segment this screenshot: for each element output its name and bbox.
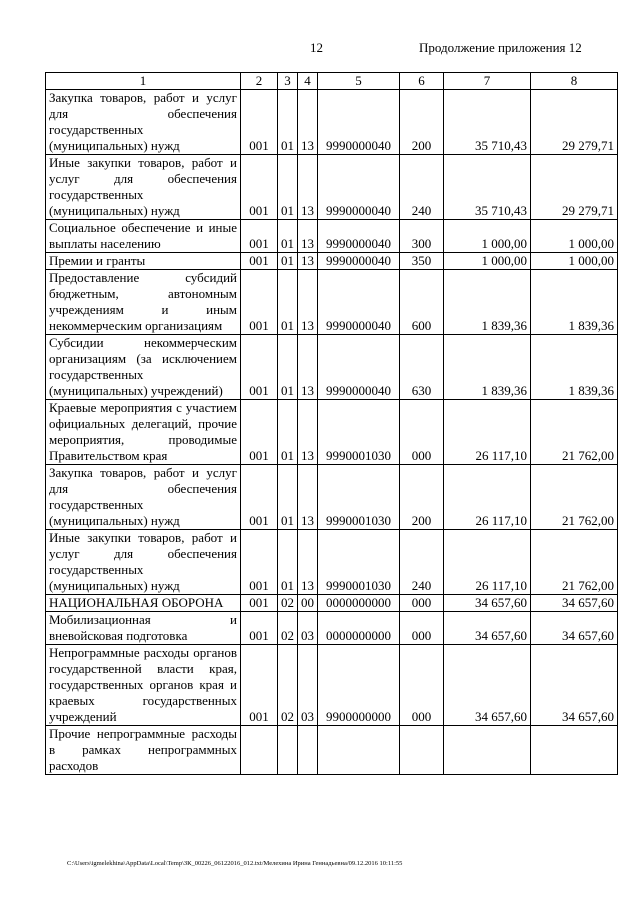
row-value-cell: 01 bbox=[278, 530, 298, 595]
row-value-cell: 9990000040 bbox=[318, 90, 400, 155]
row-value-cell: 001 bbox=[241, 612, 278, 645]
row-value-cell: 34 657,60 bbox=[531, 595, 618, 612]
row-value-cell: 26 117,10 bbox=[444, 530, 531, 595]
row-value-cell: 0000000000 bbox=[318, 595, 400, 612]
row-value-cell: 21 762,00 bbox=[531, 400, 618, 465]
column-header: 1 bbox=[46, 73, 241, 90]
row-value-cell: 9900000000 bbox=[318, 645, 400, 726]
row-name-cell: Предоставление субсидий бюджетным, автономным учреждениям и иным некоммерческим организациям bbox=[46, 270, 241, 335]
row-value-cell: 13 bbox=[298, 530, 318, 595]
row-name-cell: Иные закупки товаров, работ и услуг для обеспечения государственных (муниципальных) нужд bbox=[46, 155, 241, 220]
row-value-cell: 0000000000 bbox=[318, 612, 400, 645]
row-value-cell bbox=[531, 726, 618, 775]
row-value-cell bbox=[298, 726, 318, 775]
row-value-cell: 34 657,60 bbox=[444, 595, 531, 612]
table-row bbox=[46, 253, 618, 270]
row-name-cell: Социальное обеспечение и иные выплаты населению bbox=[46, 220, 241, 253]
row-value-cell: 1 839,36 bbox=[444, 270, 531, 335]
row-value-cell bbox=[241, 726, 278, 775]
row-name-cell: Иные закупки товаров, работ и услуг для обеспечения государственных (муниципальных) нужд bbox=[46, 530, 241, 595]
row-value-cell: 1 839,36 bbox=[444, 335, 531, 400]
column-header: 8 bbox=[531, 73, 618, 90]
row-value-cell: 001 bbox=[241, 90, 278, 155]
row-value-cell: 03 bbox=[298, 612, 318, 645]
row-value-cell: 9990000040 bbox=[318, 335, 400, 400]
row-name-cell: Субсидии некоммерческим организациям (за исключением государственных (муниципальных) учреждений) bbox=[46, 335, 241, 400]
row-value-cell: 13 bbox=[298, 270, 318, 335]
page-number: 12 bbox=[310, 40, 323, 55]
column-header: 7 bbox=[444, 73, 531, 90]
table-row bbox=[46, 270, 618, 335]
row-value-cell: 1 000,00 bbox=[531, 253, 618, 270]
row-value-cell: 29 279,71 bbox=[531, 155, 618, 220]
row-value-cell: 000 bbox=[400, 400, 444, 465]
row-value-cell: 001 bbox=[241, 155, 278, 220]
row-value-cell: 001 bbox=[241, 220, 278, 253]
row-value-cell: 29 279,71 bbox=[531, 90, 618, 155]
row-value-cell: 13 bbox=[298, 253, 318, 270]
row-value-cell: 34 657,60 bbox=[444, 612, 531, 645]
row-value-cell: 26 117,10 bbox=[444, 400, 531, 465]
row-value-cell: 9990001030 bbox=[318, 465, 400, 530]
row-value-cell: 1 839,36 bbox=[531, 270, 618, 335]
column-header: 4 bbox=[298, 73, 318, 90]
row-value-cell: 600 bbox=[400, 270, 444, 335]
row-value-cell: 01 bbox=[278, 270, 298, 335]
budget-table bbox=[45, 72, 618, 775]
row-value-cell: 001 bbox=[241, 595, 278, 612]
row-name-cell: Прочие непрограммные расходы в рамках непрограммных расходов bbox=[46, 726, 241, 775]
row-name-cell: Мобилизационная и вневойсковая подготовка bbox=[46, 612, 241, 645]
row-value-cell: 01 bbox=[278, 155, 298, 220]
row-value-cell: 00 bbox=[298, 595, 318, 612]
column-header: 2 bbox=[241, 73, 278, 90]
table-row bbox=[46, 530, 618, 595]
row-value-cell bbox=[400, 726, 444, 775]
table-row bbox=[46, 612, 618, 645]
row-value-cell: 300 bbox=[400, 220, 444, 253]
table-row bbox=[46, 220, 618, 253]
row-value-cell: 350 bbox=[400, 253, 444, 270]
row-value-cell: 13 bbox=[298, 220, 318, 253]
column-header: 3 bbox=[278, 73, 298, 90]
row-value-cell: 21 762,00 bbox=[531, 465, 618, 530]
row-name-cell: Закупка товаров, работ и услуг для обеспечения государственных (муниципальных) нужд bbox=[46, 465, 241, 530]
row-value-cell: 35 710,43 bbox=[444, 90, 531, 155]
table-row bbox=[46, 400, 618, 465]
row-value-cell: 200 bbox=[400, 465, 444, 530]
table-row bbox=[46, 595, 618, 612]
continuation-title: Продолжение приложения 12 bbox=[419, 40, 582, 55]
row-value-cell: 34 657,60 bbox=[531, 645, 618, 726]
row-value-cell: 34 657,60 bbox=[444, 645, 531, 726]
row-value-cell: 001 bbox=[241, 270, 278, 335]
table-row bbox=[46, 155, 618, 220]
row-value-cell: 9990000040 bbox=[318, 155, 400, 220]
row-value-cell: 35 710,43 bbox=[444, 155, 531, 220]
row-value-cell: 01 bbox=[278, 253, 298, 270]
row-value-cell: 21 762,00 bbox=[531, 530, 618, 595]
row-name-cell: Непрограммные расходы органов государственной власти края, государственных органов края и краевых государственных учреждений bbox=[46, 645, 241, 726]
row-value-cell: 02 bbox=[278, 595, 298, 612]
row-value-cell bbox=[318, 726, 400, 775]
row-value-cell: 13 bbox=[298, 335, 318, 400]
file-path-footer: C:\Users\igmelekhina\AppData\Local\Temp\ЗК_00226_06122016_012.txt/Мелехина Ирина Геннадьевна/09.12.2016 10:11:55 bbox=[67, 860, 403, 867]
row-value-cell: 000 bbox=[400, 595, 444, 612]
table-row bbox=[46, 726, 618, 775]
row-value-cell: 13 bbox=[298, 90, 318, 155]
row-value-cell: 000 bbox=[400, 612, 444, 645]
row-value-cell bbox=[278, 726, 298, 775]
row-name-cell: НАЦИОНАЛЬНАЯ ОБОРОНА bbox=[46, 595, 241, 612]
row-name-cell: Краевые мероприятия с участием официальных делегаций, прочие мероприятия, проводимые Правительством края bbox=[46, 400, 241, 465]
row-value-cell: 200 bbox=[400, 90, 444, 155]
row-value-cell: 01 bbox=[278, 400, 298, 465]
table-row bbox=[46, 645, 618, 726]
row-value-cell: 001 bbox=[241, 465, 278, 530]
row-name-cell: Закупка товаров, работ и услуг для обеспечения государственных (муниципальных) нужд bbox=[46, 90, 241, 155]
row-value-cell: 34 657,60 bbox=[531, 612, 618, 645]
row-value-cell: 13 bbox=[298, 155, 318, 220]
row-value-cell: 630 bbox=[400, 335, 444, 400]
table-row bbox=[46, 90, 618, 155]
row-value-cell: 01 bbox=[278, 465, 298, 530]
row-value-cell: 001 bbox=[241, 253, 278, 270]
row-value-cell: 02 bbox=[278, 645, 298, 726]
row-value-cell: 02 bbox=[278, 612, 298, 645]
table-row bbox=[46, 335, 618, 400]
row-value-cell: 001 bbox=[241, 335, 278, 400]
row-value-cell: 240 bbox=[400, 155, 444, 220]
row-value-cell: 01 bbox=[278, 90, 298, 155]
row-value-cell: 9990000040 bbox=[318, 270, 400, 335]
row-value-cell: 001 bbox=[241, 645, 278, 726]
row-value-cell: 01 bbox=[278, 335, 298, 400]
column-header: 6 bbox=[400, 73, 444, 90]
row-value-cell: 001 bbox=[241, 400, 278, 465]
row-value-cell: 13 bbox=[298, 400, 318, 465]
table-row bbox=[46, 465, 618, 530]
row-value-cell: 000 bbox=[400, 645, 444, 726]
row-value-cell: 240 bbox=[400, 530, 444, 595]
row-value-cell: 9990001030 bbox=[318, 530, 400, 595]
row-name-cell: Премии и гранты bbox=[46, 253, 241, 270]
row-value-cell bbox=[444, 726, 531, 775]
row-value-cell: 001 bbox=[241, 530, 278, 595]
row-value-cell: 01 bbox=[278, 220, 298, 253]
row-value-cell: 26 117,10 bbox=[444, 465, 531, 530]
row-value-cell: 13 bbox=[298, 465, 318, 530]
row-value-cell: 1 000,00 bbox=[444, 220, 531, 253]
header-row bbox=[46, 73, 618, 90]
row-value-cell: 9990000040 bbox=[318, 220, 400, 253]
row-value-cell: 9990001030 bbox=[318, 400, 400, 465]
column-header: 5 bbox=[318, 73, 400, 90]
row-value-cell: 9990000040 bbox=[318, 253, 400, 270]
row-value-cell: 1 000,00 bbox=[531, 220, 618, 253]
row-value-cell: 1 000,00 bbox=[444, 253, 531, 270]
row-value-cell: 1 839,36 bbox=[531, 335, 618, 400]
row-value-cell: 03 bbox=[298, 645, 318, 726]
